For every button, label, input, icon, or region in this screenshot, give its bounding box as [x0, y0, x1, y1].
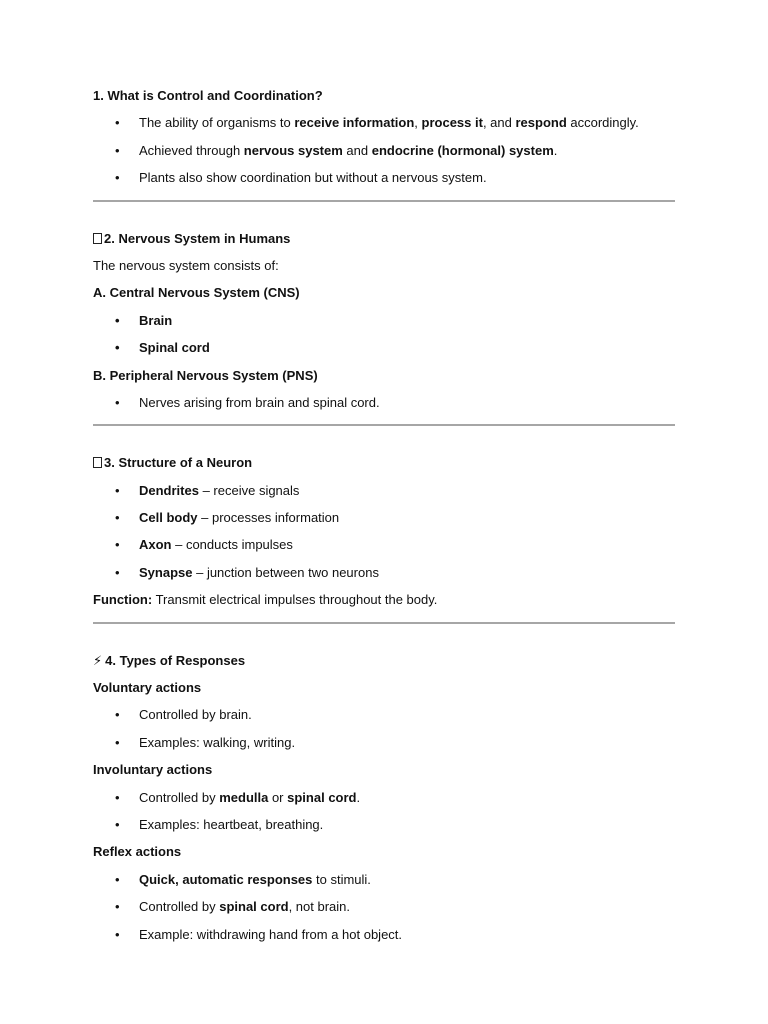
section-1-heading: 1. What is Control and Coordination?	[93, 88, 323, 103]
heading-text: 3. Structure of a Neuron	[104, 455, 253, 471]
list-item	[93, 563, 675, 590]
list-item	[93, 897, 675, 924]
text: accordingly.	[566, 115, 639, 131]
bold-text: Quick, automatic responses	[139, 871, 313, 887]
section-3-heading	[93, 453, 675, 480]
bold-text: receive information	[294, 115, 415, 131]
bold-text: Cell body	[139, 510, 198, 526]
section-2-heading	[93, 229, 675, 256]
missing-glyph-icon	[93, 457, 102, 468]
text: , and	[482, 115, 516, 131]
horizontal-divider	[93, 200, 675, 202]
list-item	[93, 481, 675, 508]
bold-text: medulla	[219, 789, 269, 805]
text: , not brain.	[288, 899, 351, 915]
text: Controlled by	[139, 899, 220, 915]
bold-text: Function:	[93, 592, 153, 608]
horizontal-divider	[93, 622, 675, 624]
bold-text: spinal cord	[287, 789, 357, 805]
list-item: • Controlled by brain.	[93, 705, 675, 732]
list-item: • Brain	[93, 311, 675, 338]
list-item: • Example: withdrawing hand from a hot object.	[93, 925, 675, 952]
list-item: • Nerves arising from brain and spinal cord.	[93, 393, 675, 420]
subheading-voluntary: Voluntary actions	[93, 680, 202, 696]
heading-text: 4. Types of Responses	[105, 652, 246, 668]
bold-text: Synapse	[139, 564, 193, 580]
heading-text: 2. Nervous System in Humans	[104, 230, 291, 246]
text: Controlled by	[139, 789, 220, 805]
text: and	[342, 142, 372, 158]
list-item	[93, 113, 675, 140]
missing-glyph-icon	[93, 233, 102, 244]
text: .	[553, 142, 558, 158]
section-4-heading	[93, 651, 675, 678]
bold-text: nervous system	[243, 142, 343, 158]
text: – conducts impulses	[171, 537, 293, 553]
bold-text: endocrine (hormonal) system	[371, 142, 554, 158]
horizontal-divider	[93, 424, 675, 426]
list-item	[93, 870, 675, 897]
bold-text: Dendrites	[139, 482, 199, 498]
text: or	[268, 789, 288, 805]
list-item: • Spinal cord	[93, 338, 675, 365]
text: Transmit electrical impulses throughout the body.	[152, 592, 438, 608]
list-item	[93, 508, 675, 535]
subheading-reflex: Reflex actions	[93, 844, 182, 860]
text: The ability of organisms to	[139, 115, 295, 131]
lightning-icon: ⚡	[93, 652, 103, 668]
text: .	[356, 789, 361, 805]
subheading-pns: B. Peripheral Nervous System (PNS)	[93, 367, 318, 383]
bold-text: spinal cord	[219, 899, 289, 915]
text: Achieved through	[139, 142, 244, 158]
bold-text: respond	[515, 115, 567, 131]
subheading-involuntary: Involuntary actions	[93, 762, 213, 778]
text: – processes information	[197, 510, 340, 526]
list-item	[93, 788, 675, 815]
text: to stimuli.	[312, 871, 371, 887]
bold-text: process it	[421, 115, 483, 131]
paragraph: The nervous system consists of:	[93, 257, 279, 273]
document-page	[93, 86, 675, 952]
list-item	[93, 141, 675, 168]
list-item: • Plants also show coordination but without a nervous system.	[93, 168, 675, 195]
list-item: • Examples: walking, writing.	[93, 733, 675, 760]
subheading-cns: A. Central Nervous System (CNS)	[93, 285, 300, 301]
list-item	[93, 535, 675, 562]
list-item: • Examples: heartbeat, breathing.	[93, 815, 675, 842]
bold-text: Axon	[139, 537, 172, 553]
text: – junction between two neurons	[192, 564, 379, 580]
text: ,	[414, 115, 422, 131]
text: – receive signals	[198, 482, 300, 498]
function-paragraph	[93, 590, 675, 617]
